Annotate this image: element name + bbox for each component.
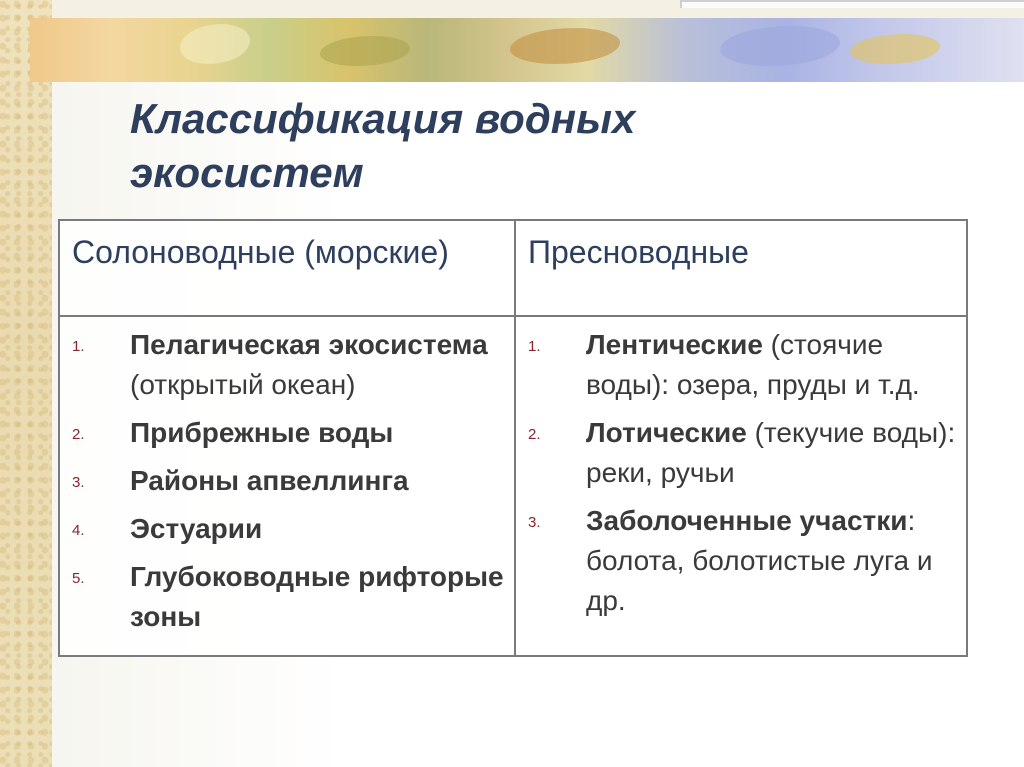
item-number: 5.: [72, 570, 85, 587]
item-number: 4.: [72, 522, 85, 539]
leaf-decoration: [850, 34, 940, 64]
header-marine: Солоноводные (морские): [59, 220, 515, 316]
leaf-decoration: [320, 36, 410, 66]
freshwater-cell: [515, 316, 967, 656]
marine-cell: [59, 316, 515, 656]
item-description: (стоячие воды): озера, пруды и т.д.: [586, 329, 920, 400]
item-description: (текучие воды): реки, ручьи: [586, 417, 956, 488]
item-term: Эстуарии: [130, 513, 263, 544]
item-number: 1.: [528, 338, 541, 355]
list-item: [60, 413, 514, 453]
list-item: [60, 557, 514, 637]
table-header-row: [59, 220, 967, 316]
item-term: Пелагическая экосистема: [130, 329, 488, 360]
marine-list: [60, 325, 514, 637]
item-number: 3.: [528, 514, 541, 531]
item-description: : болота, болотистые луга и др.: [586, 505, 933, 616]
item-number: 2.: [528, 426, 541, 443]
item-term: Районы апвеллинга: [130, 465, 409, 496]
item-number: 1.: [72, 338, 85, 355]
item-description: (открытый океан): [130, 369, 356, 400]
leaf-decoration: [720, 26, 840, 66]
item-term: Прибрежные воды: [130, 417, 394, 448]
table-body-row: [59, 316, 967, 656]
leaf-decoration: [180, 24, 250, 64]
item-term: Заболоченные участки: [586, 505, 908, 536]
item-term: Лотические: [586, 417, 747, 448]
list-item: [60, 461, 514, 501]
decorative-frame: [680, 0, 1024, 8]
freshwater-list: [516, 325, 966, 621]
list-item: [60, 325, 514, 405]
list-item: [60, 509, 514, 549]
list-item: [516, 501, 966, 621]
item-term: Глубоководные рифторые зоны: [130, 561, 504, 632]
decorative-left-strip: [0, 0, 52, 767]
leaf-decoration: [510, 28, 620, 64]
slide-title: Классификация водных экосистем: [130, 95, 636, 196]
item-term: Лентические: [586, 329, 763, 360]
list-item: [516, 325, 966, 405]
header-freshwater: Пресноводные: [515, 220, 967, 316]
classification-table: [58, 219, 968, 657]
list-item: [516, 413, 966, 493]
item-number: 2.: [72, 426, 85, 443]
item-number: 3.: [72, 474, 85, 491]
decorative-top-banner: [30, 18, 1024, 82]
